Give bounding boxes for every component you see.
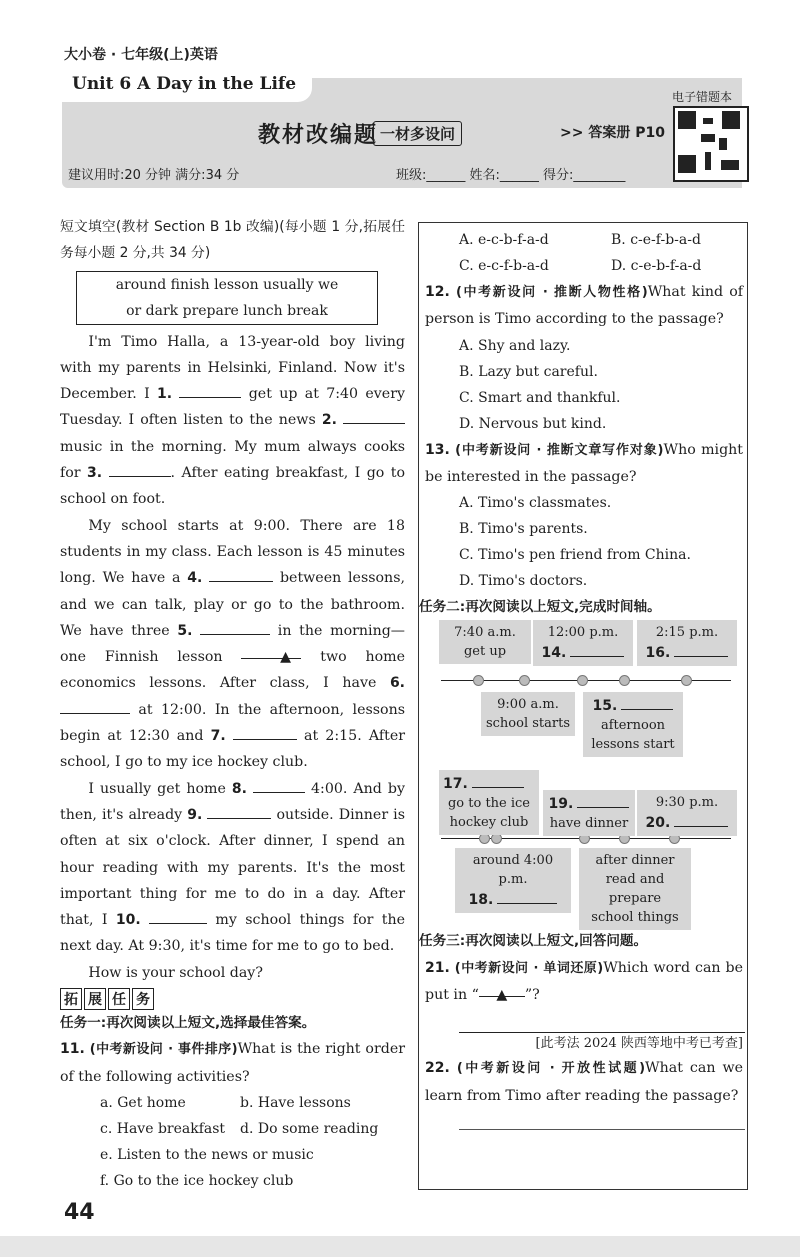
q13-options: A. Timo's classmates. B. Timo's parents. C. Timo's pen friend from China. D. Timo's doctors. xyxy=(459,495,691,590)
timeline-box-prepare: after dinner read and prepare school things xyxy=(579,848,691,930)
timeline-box-16: 2:15 p.m. 16. xyxy=(637,620,737,666)
qr-code-icon[interactable] xyxy=(673,106,749,182)
blank-2[interactable] xyxy=(343,409,405,424)
triangle-blank[interactable]: ▲ xyxy=(241,644,301,659)
timeline-box-18: around 4:00 p.m. 18. xyxy=(455,848,571,913)
timeline-box-19: 19. have dinner xyxy=(543,790,635,836)
task3-title: 任务三:再次阅读以上短文,回答问题。 xyxy=(419,933,648,950)
student-info: 班级:______ 姓名:______ 得分:________ xyxy=(396,168,626,183)
q11-options: a. Get home b. Have lessons c. Have breakfast d. Do some reading e. Listen to the news or music f. Go to the ice hockey club xyxy=(100,1094,379,1189)
word-bank-row: or dark prepare lunch break xyxy=(126,302,328,319)
blank-8[interactable] xyxy=(253,778,305,793)
blank-9[interactable] xyxy=(207,804,271,819)
unit-title: Unit 6 A Day in the Life xyxy=(72,74,297,94)
passage-paragraph: My school starts at 9:00. There are 18 students in my class. Each lesson is 45 minutes long. We have a 4. between lessons, and we can talk, play or go to the bathroom. We have three 5. in the morning—one Finnish lesson ▲ two home economics lessons. After class, I have 6. at 12:00. In the afternoon, lessons begin at 12:30 and 7. at 2:15. After school, I go to my ice hockey club. xyxy=(60,517,406,771)
passage-question: How is your school day? xyxy=(88,964,263,981)
q13: 13. (中考新设问 · 推断文章写作对象)Who might be interested in the passage? xyxy=(425,441,744,485)
q12: 12. (中考新设问 · 推断人物性格)What kind of person is Timo according to the passage? xyxy=(425,284,744,328)
passage-paragraph: I usually get home 8. 4:00. And by then, it's already 9. outside. Dinner is often at six o'clock. After dinner, I spend an hour reading with my parents. It's the most important thing for me to do in a day. After that, I 10. my school things for the next day. At 9:30, it's time for me to go to bed. xyxy=(60,776,405,960)
section-title: 教材改编题 xyxy=(258,123,379,148)
timeline-box-15: 15. afternoon lessons start xyxy=(583,692,683,757)
right-column xyxy=(418,222,748,1190)
extension-tag: 拓 展 任 务 xyxy=(60,988,405,1010)
timeline-box-getup: 7:40 a.m. get up xyxy=(439,620,531,664)
word-bank-row: around finish lesson usually we xyxy=(115,276,339,293)
blank-4[interactable] xyxy=(209,567,273,582)
timeline-box-school-starts: 9:00 a.m. school starts xyxy=(481,692,575,736)
exam-note: [此考法 2024 陕西等地中考已考查] xyxy=(535,1036,743,1052)
qr-label: 电子错题本 xyxy=(672,90,733,104)
blank-3[interactable] xyxy=(109,462,171,477)
task2-title: 任务二:再次阅读以上短文,完成时间轴。 xyxy=(419,599,661,616)
timeline-box-20: 9:30 p.m. 20. xyxy=(637,790,737,836)
bottom-bar xyxy=(0,1236,800,1257)
passage-paragraph: I'm Timo Halla, a 13-year-old boy living with my parents in Helsinki, Finland. Now it's December. I 1. get up at 7:40 every Tuesday. I often listen to the news 2. music in the morning. My mum always cooks for 3. . After eating breakfast, I go to school on foot. xyxy=(60,333,406,508)
section-tag: 一材多设问 xyxy=(373,121,462,146)
intro: 短文填空(教材 Section B 1b 改编)(每小题 1 分,拓展任务每小题 2 分,共 34 分) xyxy=(60,219,405,262)
page-number: 44 xyxy=(64,1200,95,1225)
left-column xyxy=(60,214,405,1194)
q11: 11. (中考新设问 · 事件排序)What is the right order of the following activities? xyxy=(60,1041,406,1085)
timeline-box-14: 12:00 p.m. 14. xyxy=(533,620,633,666)
timeline xyxy=(419,620,747,928)
blank-7[interactable] xyxy=(233,725,297,740)
answer-ref: >> 答案册 P10 xyxy=(560,125,665,141)
q22: 22. (中考新设问 · 开放性试题)What can we learn from Timo after reading the passage? xyxy=(425,1060,744,1104)
time-info: 建议用时:20 分钟 满分:34 分 xyxy=(68,168,240,183)
q21: 21. (中考新设问 · 单词还原)Which word can be put in “ ▲ ”? xyxy=(425,959,744,1004)
word-bank xyxy=(76,271,378,325)
answer-line[interactable] xyxy=(459,1129,745,1130)
q11-choices: A. e-c-b-f-a-d B. c-e-f-b-a-d C. e-c-f-b-a-d D. c-e-b-f-a-d xyxy=(459,232,702,274)
task1-title: 任务一:再次阅读以上短文,选择最佳答案。 xyxy=(60,1015,316,1032)
blank-5[interactable] xyxy=(200,620,270,635)
book-title: 大小卷 · 七年级(上)英语 xyxy=(64,47,218,63)
blank-10[interactable] xyxy=(149,909,207,924)
blank-1[interactable] xyxy=(179,383,241,398)
q12-options: A. Shy and lazy. B. Lazy but careful. C. Smart and thankful. D. Nervous but kind. xyxy=(459,337,621,432)
timeline-box-17: 17. go to the ice hockey club xyxy=(439,770,539,835)
blank-6[interactable] xyxy=(60,699,130,714)
